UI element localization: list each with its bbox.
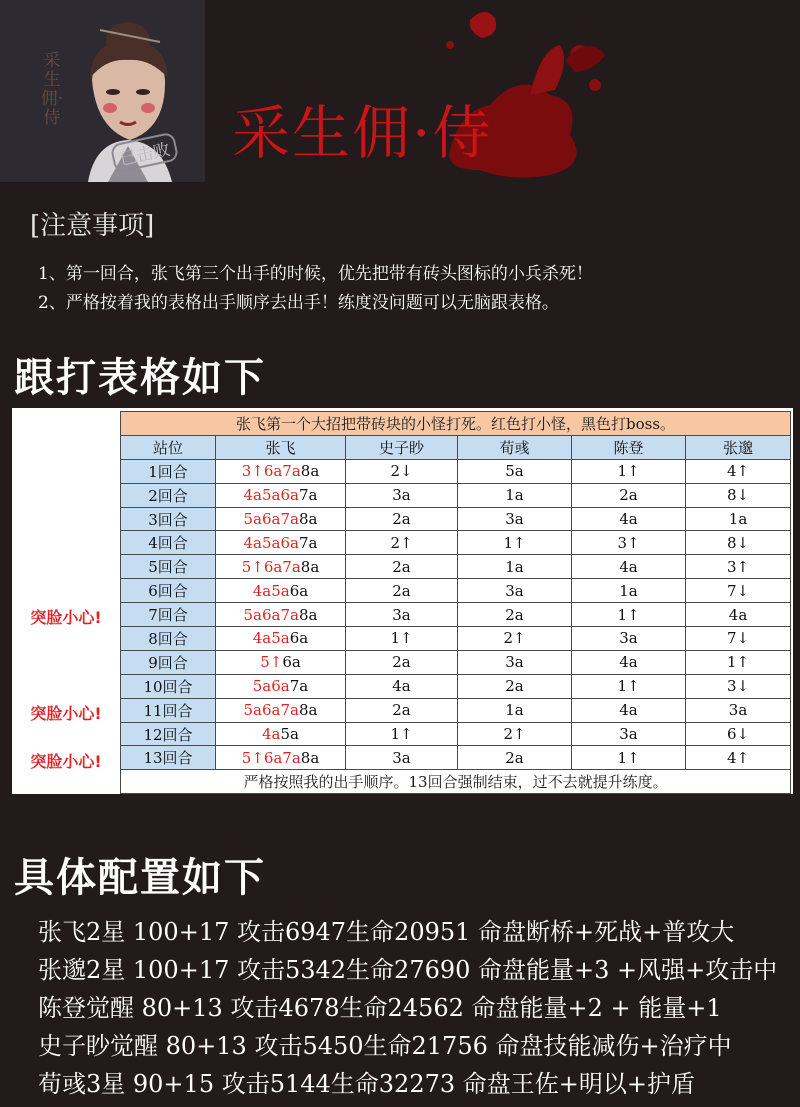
zhangfei-cell (216, 746, 346, 770)
round-cell: 1回合 (121, 459, 216, 483)
xunyu-cell: 1↑ (458, 531, 572, 555)
shizimiao-cell: 4a (346, 674, 458, 698)
round-cell: 12回合 (121, 722, 216, 746)
shizimiao-cell: 3a (346, 746, 458, 770)
chendeng-cell: 4a (572, 650, 686, 674)
zhangmiao-cell: 7↓ (686, 579, 791, 603)
zhangfei-segment: 7a (289, 677, 309, 696)
zhangfei-segment: 6a (282, 653, 301, 672)
table-row (121, 650, 791, 674)
chendeng-cell: 2a (572, 483, 686, 507)
zhangmiao-cell: 1↑ (686, 650, 791, 674)
header-shizimiao: 史子眇 (346, 435, 458, 459)
zhangfei-segment: 6a (289, 581, 309, 600)
header-zhangfei: 张飞 (216, 435, 346, 459)
table-footer-row (121, 770, 791, 794)
chendeng-cell: 3a (572, 722, 686, 746)
table-row (121, 698, 791, 722)
round-cell: 10回合 (121, 674, 216, 698)
zhangfei-segment: 8a (298, 605, 318, 624)
table-row (121, 603, 791, 627)
notice-heading: [注意事项] (30, 211, 155, 241)
table-row (121, 627, 791, 651)
notice-line-1: 1、第一回合，张飞第三个出手的时候，优先把带有砖头图标的小兵杀死！ (38, 264, 593, 284)
xunyu-cell: 2a (458, 603, 572, 627)
zhangfei-cell (216, 507, 346, 531)
notice-line-2: 2、严格按着我的表格出手顺序去出手！练度没问题可以无脑跟表格。 (38, 293, 559, 313)
xunyu-cell: 3a (458, 650, 572, 674)
portrait-vertical-name: 采生佣·侍 (40, 51, 64, 128)
xunyu-cell: 1a (458, 483, 572, 507)
zhangfei-segment: 5a6a7a (243, 510, 299, 528)
table-row (121, 579, 791, 603)
config-line-shizimiao: 史子眇觉醒 80+13 攻击5450生命21756 命盘技能减伤+治疗中 (38, 1032, 732, 1060)
shizimiao-cell: 2a (346, 579, 458, 603)
shizimiao-cell: 2↑ (346, 531, 458, 555)
chendeng-cell: 4a (572, 698, 686, 722)
zhangmiao-cell: 8↓ (686, 483, 791, 507)
shizimiao-cell: 3a (346, 483, 458, 507)
header-zhangmiao: 张邈 (686, 435, 791, 459)
zhangfei-segment: 5a (280, 725, 299, 744)
shizimiao-cell: 1↑ (346, 627, 458, 651)
shizimiao-cell: 2a (346, 650, 458, 674)
zhangfei-segment: 8a (298, 510, 318, 528)
shizimiao-cell: 2a (346, 555, 458, 579)
zhangfei-segment: 4a5a (252, 581, 290, 600)
zhangfei-segment: 5↑6a7a (241, 557, 301, 576)
xunyu-cell: 3a (458, 579, 572, 603)
zhangfei-cell (216, 483, 346, 507)
table-row (121, 674, 791, 698)
zhangfei-segment: 5↑6a7a (241, 748, 301, 767)
config-line-chendeng: 陈登觉醒 80+13 攻击4678生命24562 命盘能量+2 + 能量+1 (38, 994, 722, 1022)
zhangfei-segment: 5a6a7a (243, 605, 299, 624)
warning-label: 突脸小心! (30, 703, 102, 723)
shizimiao-cell: 2a (346, 698, 458, 722)
table-footer: 严格按照我的出手顺序。13回合强制结束，过不去就提升练度。 (121, 770, 791, 794)
table-note: 张飞第一个大招把带砖块的小怪打死。红色打小怪，黑色打boss。 (121, 412, 791, 436)
warning-label: 突脸小心! (30, 608, 102, 628)
turn-order-table (12, 408, 793, 794)
shizimiao-cell: 1↑ (346, 722, 458, 746)
chendeng-cell: 1↑ (572, 674, 686, 698)
banner (0, 0, 800, 182)
chendeng-cell: 3↑ (572, 531, 686, 555)
zhangfei-cell (216, 459, 346, 483)
zhangfei-cell (216, 698, 346, 722)
zhangmiao-cell: 4↑ (686, 459, 791, 483)
round-cell: 2回合 (121, 483, 216, 507)
round-cell: 9回合 (121, 650, 216, 674)
zhangfei-segment: 8a (298, 701, 318, 720)
defeated-stamp: 已击败 (110, 132, 180, 174)
zhangfei-segment: 5↑ (260, 653, 283, 672)
round-cell: 7回合 (121, 603, 216, 627)
xunyu-cell: 5a (458, 459, 572, 483)
round-cell: 8回合 (121, 627, 216, 651)
zhangfei-segment: 4a5a6a (243, 486, 299, 505)
page-title: 采生佣·侍 (232, 99, 493, 167)
zhangmiao-cell: 1a (686, 507, 791, 531)
config-section-title: 具体配置如下 (14, 854, 266, 901)
round-cell: 13回合 (121, 746, 216, 770)
zhangfei-segment: 5a6a (252, 677, 290, 696)
zhangmiao-cell: 4↑ (686, 746, 791, 770)
header-xunyu: 荀彧 (458, 435, 572, 459)
zhangfei-segment: 5a6a7a (243, 701, 299, 720)
zhangmiao-cell: 7↓ (686, 627, 791, 651)
chendeng-cell: 4a (572, 555, 686, 579)
zhangfei-segment: 6a (289, 629, 309, 648)
config-line-xunyu: 荀彧3星 90+15 攻击5144生命32273 命盘王佐+明以+护盾 (38, 1070, 695, 1098)
table-section-title: 跟打表格如下 (14, 354, 266, 401)
xunyu-cell: 1a (458, 555, 572, 579)
chendeng-cell: 4a (572, 507, 686, 531)
table-row (121, 722, 791, 746)
chendeng-cell: 1a (572, 579, 686, 603)
round-cell: 3回合 (121, 507, 216, 531)
xunyu-cell: 2a (458, 674, 572, 698)
zhangfei-segment: 4a (262, 725, 281, 744)
zhangfei-cell (216, 650, 346, 674)
xunyu-cell: 2↑ (458, 627, 572, 651)
zhangfei-cell (216, 674, 346, 698)
zhangfei-segment: 4a5a6a (243, 533, 299, 552)
zhangfei-segment: 7a (298, 533, 318, 552)
zhangfei-segment: 4a5a (252, 629, 290, 648)
round-cell: 6回合 (121, 579, 216, 603)
zhangmiao-cell: 3↑ (686, 555, 791, 579)
round-cell: 4回合 (121, 531, 216, 555)
zhangfei-segment: 8a (300, 748, 320, 767)
zhangfei-cell (216, 603, 346, 627)
zhangfei-segment: 3↑6a7a (241, 462, 301, 481)
table-row (121, 483, 791, 507)
zhangfei-cell (216, 722, 346, 746)
config-line-zhangmiao: 张邈2星 100+17 攻击5342生命27690 命盘能量+3 +风强+攻击中 (38, 956, 778, 984)
boss-portrait (0, 0, 205, 182)
chendeng-cell: 3a (572, 627, 686, 651)
config-line-zhangfei: 张飞2星 100+17 攻击6947生命20951 命盘断桥+死战+普攻大 (38, 918, 735, 946)
round-cell: 5回合 (121, 555, 216, 579)
table-note-row (121, 412, 791, 436)
zhangfei-segment: 8a (300, 557, 320, 576)
table-row (121, 459, 791, 483)
zhangmiao-cell: 6↓ (686, 722, 791, 746)
table-row (121, 746, 791, 770)
header-position: 站位 (121, 435, 216, 459)
zhangfei-cell (216, 531, 346, 555)
table-row (121, 507, 791, 531)
table-header-row (121, 435, 791, 459)
header-chendeng: 陈登 (572, 435, 686, 459)
xunyu-cell: 1a (458, 698, 572, 722)
zhangfei-cell (216, 579, 346, 603)
warning-column (12, 408, 120, 794)
chendeng-cell: 1↑ (572, 746, 686, 770)
xunyu-cell: 2↑ (458, 722, 572, 746)
table-row (121, 531, 791, 555)
zhangmiao-cell: 3↓ (686, 674, 791, 698)
shizimiao-cell: 3a (346, 603, 458, 627)
zhangmiao-cell: 3a (686, 698, 791, 722)
xunyu-cell: 3a (458, 507, 572, 531)
zhangmiao-cell: 8↓ (686, 531, 791, 555)
warning-label: 突脸小心! (30, 751, 102, 771)
shizimiao-cell: 2↓ (346, 459, 458, 483)
shizimiao-cell: 2a (346, 507, 458, 531)
xunyu-cell: 2a (458, 746, 572, 770)
table-row (121, 555, 791, 579)
zhangmiao-cell: 4a (686, 603, 791, 627)
zhangfei-cell (216, 627, 346, 651)
zhangfei-cell (216, 555, 346, 579)
turn-table-grid (120, 411, 791, 794)
round-cell: 11回合 (121, 698, 216, 722)
zhangfei-segment: 7a (298, 486, 318, 505)
zhangfei-segment: 8a (300, 462, 320, 481)
chendeng-cell: 1↑ (572, 603, 686, 627)
chendeng-cell: 1↑ (572, 459, 686, 483)
